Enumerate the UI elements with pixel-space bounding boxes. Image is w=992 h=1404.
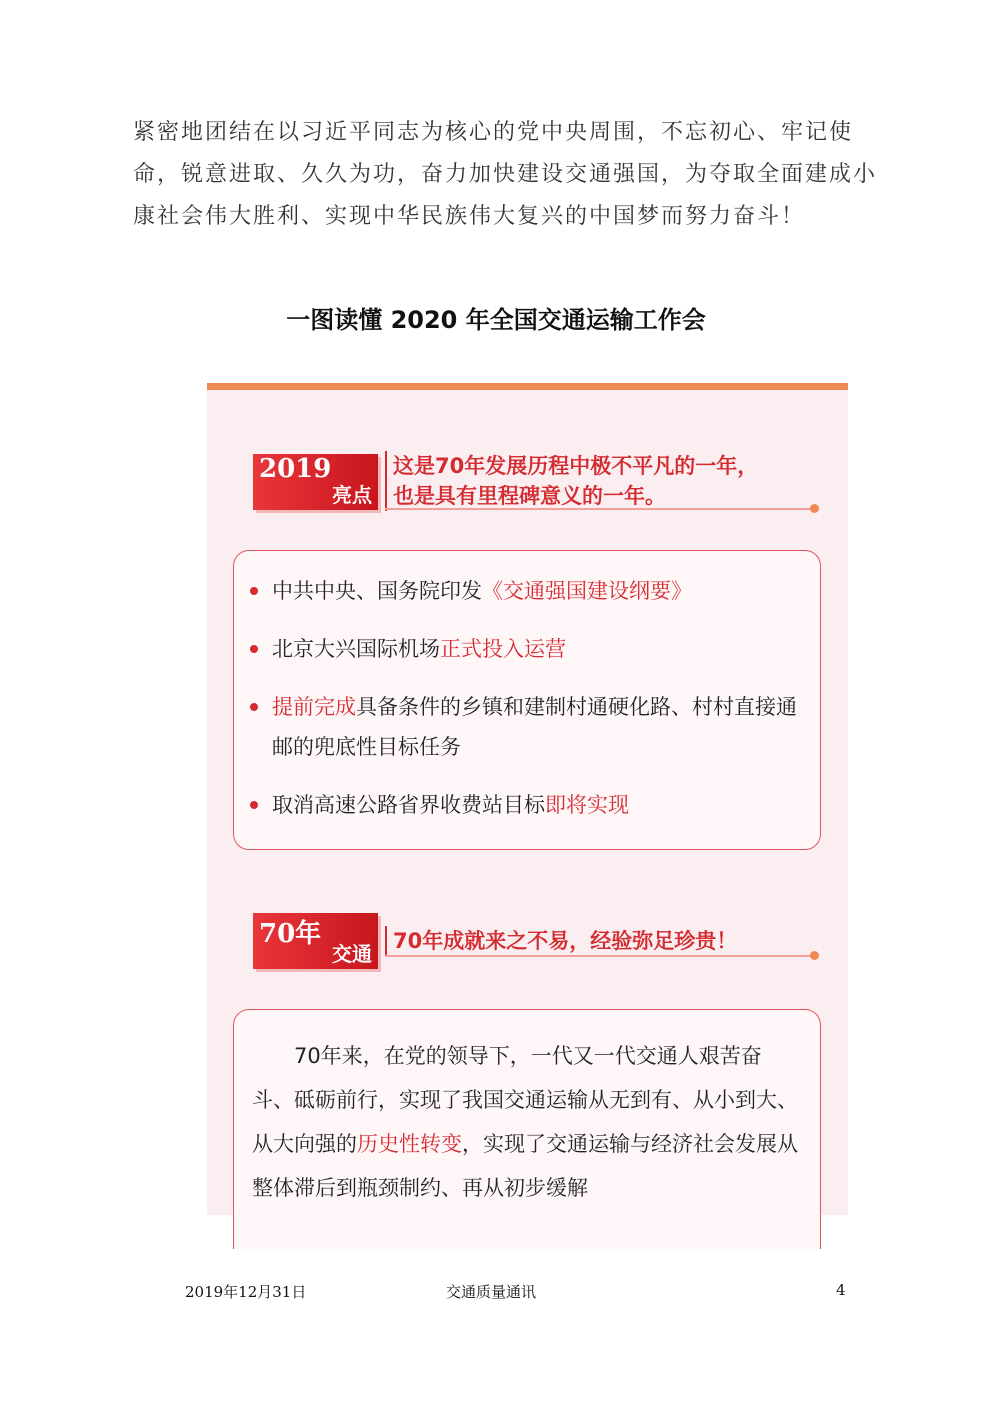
highlights-box (233, 550, 821, 850)
list-item: 中共中央、国务院印发《交通强国建设纲要》 (242, 571, 804, 611)
badge-label: 交通 (332, 942, 372, 966)
heading-line2: 也是具有里程碑意义的一年。 (393, 484, 666, 508)
badge-year: 2019 (259, 454, 332, 484)
top-bar (207, 383, 848, 390)
intro-paragraph: 紧密地团结在以习近平同志为核心的党中央周围，不忘初心、牢记使命，锐意进取、久久为功，奋力加快建设交通强国，为夺取全面建成小康社会伟大胜利、实现中华民族伟大复兴的中国梦而努力奋斗！ (133, 120, 878, 229)
heading-line1: 这是70年发展历程中极不平凡的一年， (393, 454, 759, 478)
badge-70 (253, 913, 378, 969)
footer-publication: 交通质量通讯 (446, 1283, 537, 1301)
divider (385, 955, 815, 957)
section1-heading (385, 451, 758, 511)
page-number: 4 (836, 1281, 846, 1299)
divider-dot (810, 951, 819, 960)
history-paragraph: 70年来，在党的领导下，一代又一代交通人艰苦奋斗、砥砺前行，实现了我国交通运输从无到有、从小到大、从大向强的历史性转变，实现了交通运输与经济社会发展从整体滞后到瓶颈制约、再从初步缓解 (252, 1044, 798, 1200)
infographic (207, 383, 848, 1215)
page-title: 一图读懂 2020 年全国交通运输工作会 (286, 306, 706, 334)
list-item: 北京大兴国际机场正式投入运营 (242, 629, 804, 669)
list-item: 取消高速公路省界收费站目标即将实现 (242, 785, 804, 825)
divider (385, 508, 815, 510)
divider-dot (810, 504, 819, 513)
history-box (233, 1009, 821, 1249)
footer-date: 2019年12月31日 (185, 1283, 307, 1301)
section2-heading: 70年成就来之不易，经验弥足珍贵！ (385, 926, 737, 956)
list-item: 提前完成具备条件的乡镇和建制村通硬化路、村村直接通邮的兜底性目标任务 (242, 687, 804, 767)
badge-2019 (253, 454, 378, 510)
badge-year: 70年 (259, 919, 322, 949)
badge-label: 亮点 (332, 483, 372, 507)
